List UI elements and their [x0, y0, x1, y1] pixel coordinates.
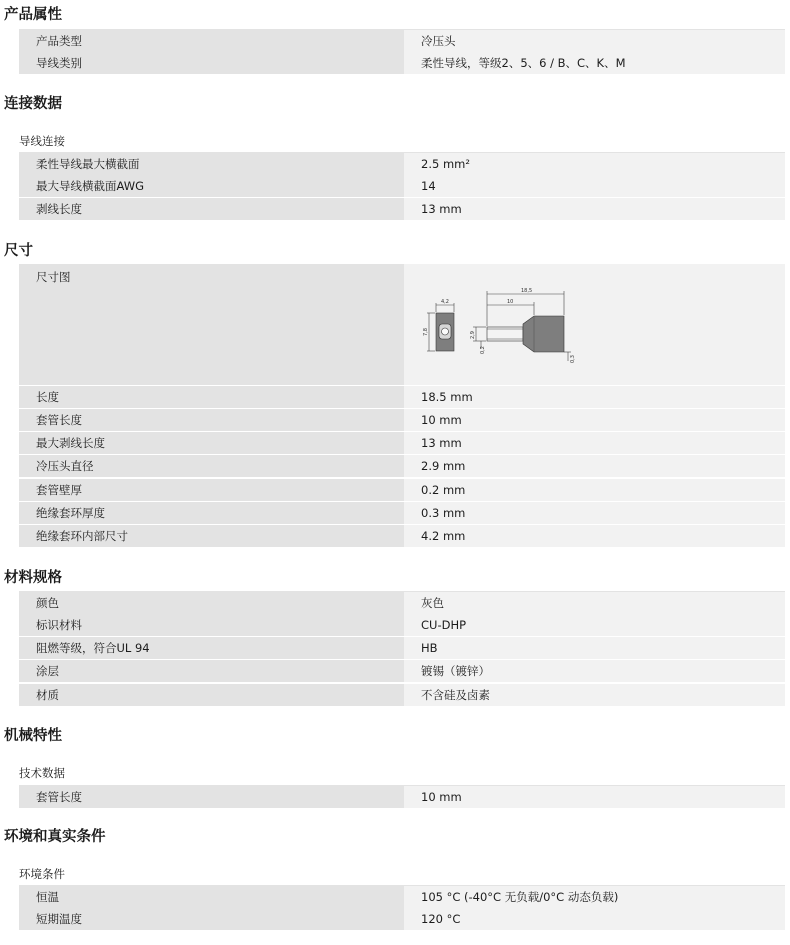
- row-value: 镀锡（镀锌）: [404, 660, 785, 682]
- row-label: 短期温度: [19, 908, 404, 930]
- row-label: 导线类别: [19, 52, 404, 74]
- dim-label-height: 7,8: [423, 328, 429, 336]
- row-value: HB: [404, 637, 785, 659]
- row-value: 2.5 mm²: [404, 153, 785, 175]
- table-row: [19, 591, 785, 614]
- row-value: 2.9 mm: [404, 455, 785, 477]
- dim-label-total-length: 18,5: [521, 288, 533, 294]
- dim-label-wall: 0,2: [480, 346, 486, 354]
- table-row: [19, 525, 785, 548]
- row-label: 标识材料: [19, 614, 404, 636]
- table-row: [19, 52, 785, 75]
- row-label: 颜色: [19, 592, 404, 614]
- row-value: 13 mm: [404, 432, 785, 454]
- row-value: 灰色: [404, 592, 785, 614]
- table-row: [19, 198, 785, 221]
- dim-label-diameter: 2,9: [470, 331, 476, 339]
- section-title-connection: 连接数据: [4, 96, 62, 112]
- table-row: [19, 409, 785, 432]
- section-title-product: 产品属性: [4, 7, 62, 23]
- row-label: 阻燃等级，符合UL 94: [19, 637, 404, 659]
- row-value: 4.2 mm: [404, 525, 785, 547]
- table-row: [19, 175, 785, 198]
- table-row: [19, 785, 785, 808]
- row-label: 套管长度: [19, 786, 404, 808]
- row-label: 冷压头直径: [19, 455, 404, 477]
- table-row: [19, 684, 785, 707]
- table-row: [19, 660, 785, 683]
- row-value: 冷压头: [404, 30, 785, 52]
- row-value: 0.2 mm: [404, 479, 785, 501]
- section-title-material: 材料规格: [4, 570, 62, 586]
- row-label: 套管壁厚: [19, 479, 404, 501]
- row-label: 最大导线横截面AWG: [19, 175, 404, 197]
- row-value: 10 mm: [404, 409, 785, 431]
- row-value: 18.5 mm: [404, 386, 785, 408]
- ferrule-dimension-drawing: [404, 264, 785, 385]
- table-row: [19, 479, 785, 502]
- row-label: 尺寸图: [19, 264, 404, 385]
- row-value: CU-DHP: [404, 614, 785, 636]
- subsection-title-environment-conditions: 环境条件: [19, 867, 65, 881]
- row-value: 13 mm: [404, 198, 785, 220]
- section-title-environment: 环境和真实条件: [4, 829, 106, 845]
- table-row: [19, 885, 785, 908]
- row-label: 绝缘套环内部尺寸: [19, 525, 404, 547]
- row-label: 材质: [19, 684, 404, 706]
- dim-label-sleeve-length: 10: [507, 299, 514, 305]
- dimension-drawing-cell: [404, 264, 785, 385]
- row-label: 套管长度: [19, 409, 404, 431]
- dim-label-collar: 0,3: [570, 355, 576, 363]
- row-label: 剥线长度: [19, 198, 404, 220]
- side-view: [473, 291, 571, 361]
- table-row: [19, 637, 785, 660]
- table-row: [19, 614, 785, 637]
- section-title-dimensions: 尺寸: [4, 243, 33, 259]
- row-value: 14: [404, 175, 785, 197]
- table-row: [19, 455, 785, 478]
- row-label: 绝缘套环厚度: [19, 502, 404, 524]
- row-label: 长度: [19, 386, 404, 408]
- table-row: [19, 29, 785, 52]
- row-label: 产品类型: [19, 30, 404, 52]
- row-value: 柔性导线，等级2、5、6 / B、C、K、M: [404, 52, 785, 74]
- section-title-mechanical: 机械特性: [4, 728, 62, 744]
- dimension-drawing-row: [19, 264, 785, 385]
- subsection-title-wire-connection: 导线连接: [19, 134, 65, 148]
- subsection-title-technical-data: 技术数据: [19, 766, 65, 780]
- row-value: 105 °C (-40°C 无负载/0°C 动态负载): [404, 886, 785, 908]
- row-label: 涂层: [19, 660, 404, 682]
- row-label: 恒温: [19, 886, 404, 908]
- row-value: 0.3 mm: [404, 502, 785, 524]
- row-value: 不含硅及卤素: [404, 684, 785, 706]
- row-value: 120 °C: [404, 908, 785, 930]
- front-view: [427, 303, 454, 351]
- row-value: 10 mm: [404, 786, 785, 808]
- table-row: [19, 152, 785, 175]
- table-row: [19, 502, 785, 525]
- row-label: 柔性导线最大横截面: [19, 153, 404, 175]
- table-row: [19, 432, 785, 455]
- table-row: [19, 908, 785, 931]
- dim-label-width: 4,2: [441, 299, 449, 305]
- table-row: [19, 386, 785, 409]
- row-label: 最大剥线长度: [19, 432, 404, 454]
